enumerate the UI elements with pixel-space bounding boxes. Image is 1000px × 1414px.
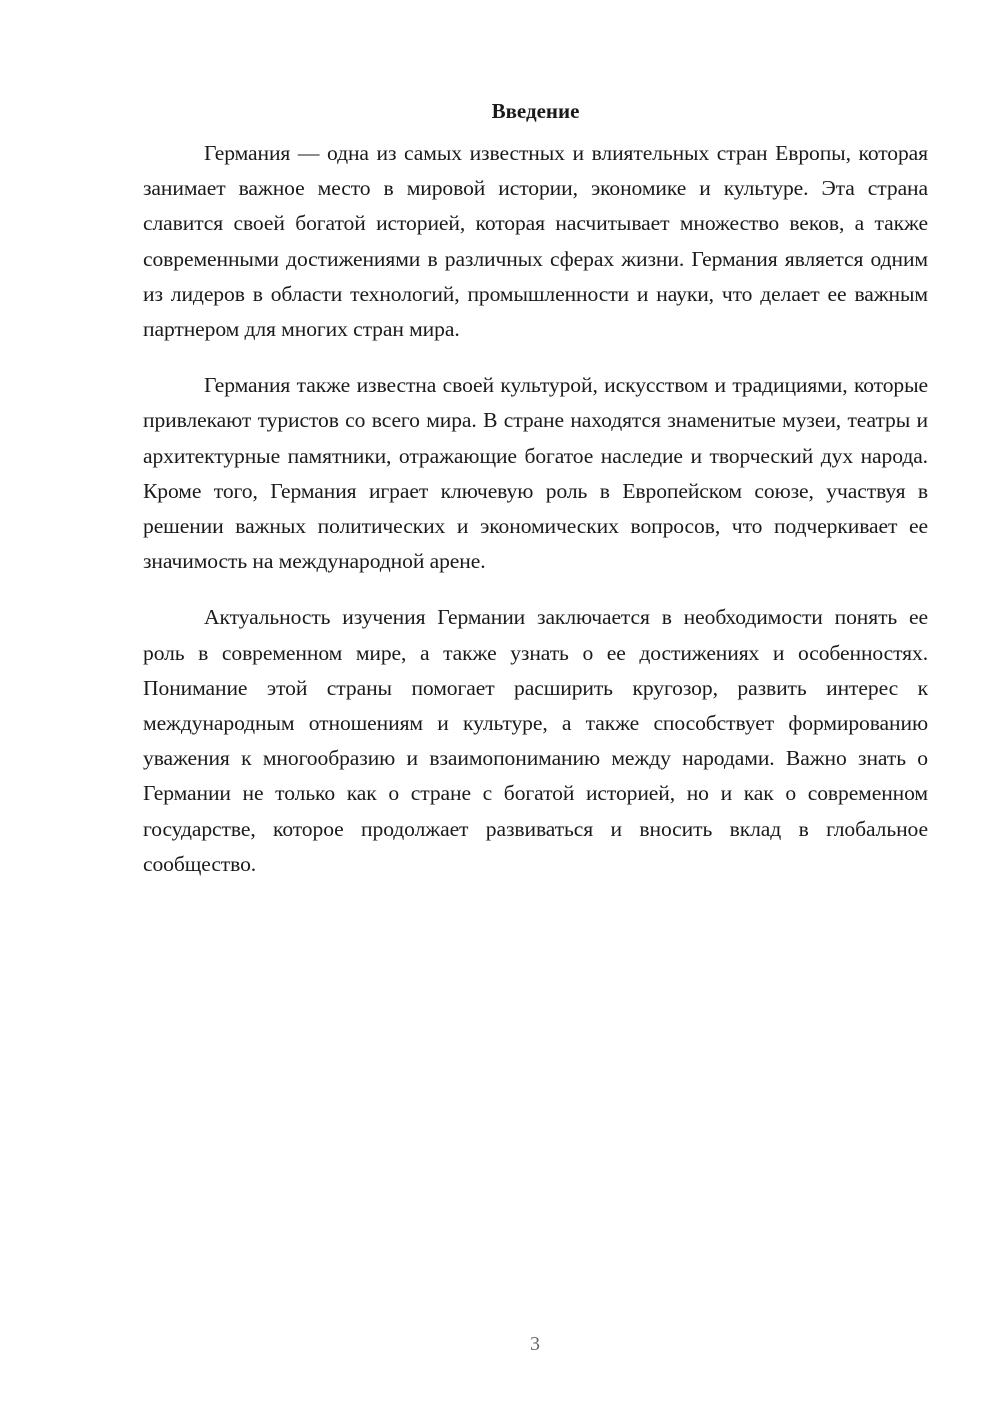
page-number: 3	[530, 1333, 540, 1355]
section-heading: Введение	[491, 99, 580, 123]
paragraph-culture: Германия также известна своей культурой, искусством и традициями, которые привлекают туристов со всего мира. В стране находятся знаменитые музеи, театры и архитектурные памятники, отражающие богатое наследие и творческий дух народа. Кроме того, Германия играет ключевую роль в Европейском союзе, участвуя в решении важных политических и экономических вопросов, что подчеркивает ее значимость на международной арене.	[143, 373, 928, 574]
paragraph-intro: Германия — одна из самых известных и влиятельных стран Европы, которая занимает важное место в мировой истории, экономике и культуре. Эта страна славится своей богатой историей, которая насчитывает множество веков, а также современными достижениями в различных сферах жизни. Германия является одним из лидеров в области технологий, промышленности и науки, что делает ее важным партнером для многих стран мира.	[143, 141, 928, 342]
page-content	[143, 94, 928, 903]
paragraph-relevance: Актуальность изучения Германии заключается в необходимости понять ее роль в современном мире, а также узнать о ее достижениях и особенностях. Понимание этой страны помогает расширить кругозор, развить интерес к международным отношениям и культуре, а также способствует формированию уважения к многообразию и взаимопониманию между народами. Важно знать о Германии не только как о стране с богатой историей, но и как о современном государстве, которое продолжает развиваться и вносить вклад в глобальное сообщество.	[143, 605, 928, 876]
